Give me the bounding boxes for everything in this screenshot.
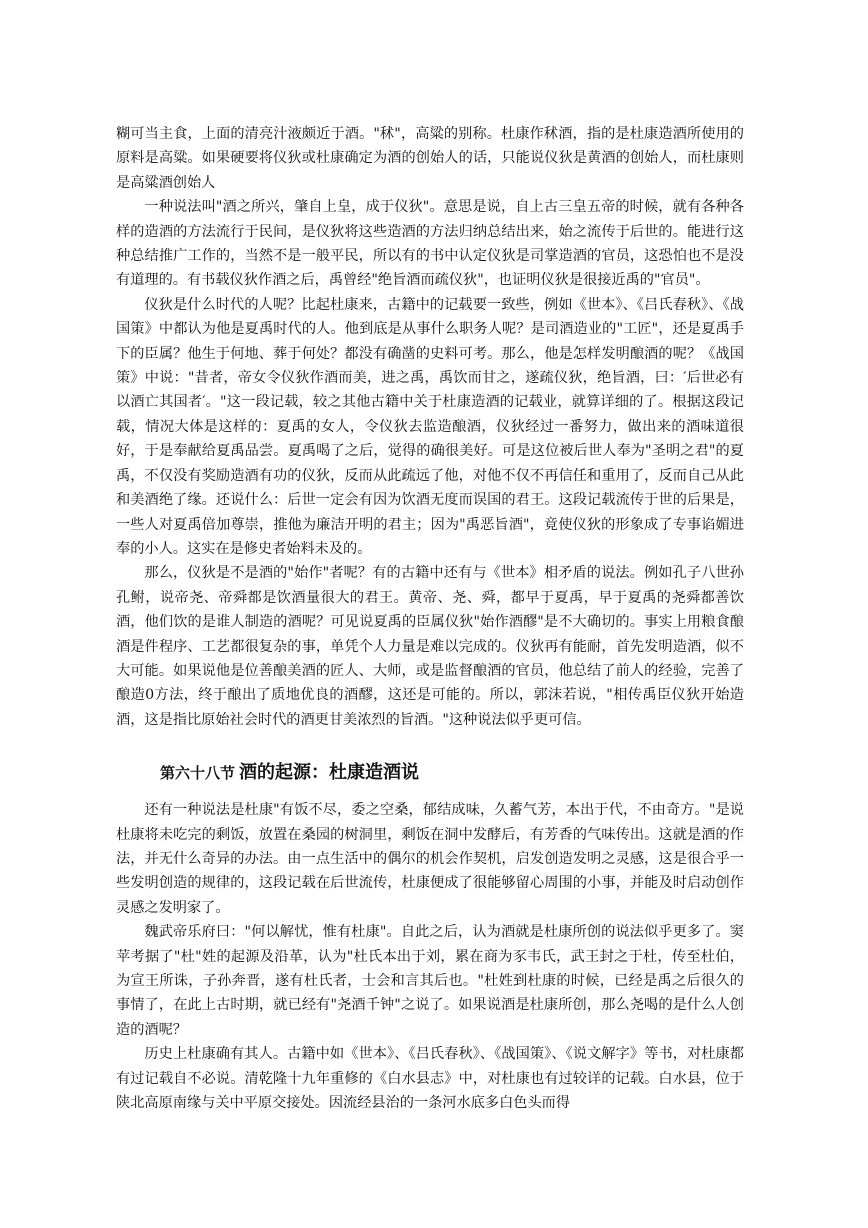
section-heading	[116, 758, 744, 784]
paragraph: 仪狄是什么时代的人呢？比起杜康来，古籍中的记载要一致些，例如《世本》、《吕氏春秋》、《战国策》中都认为他是夏禹时代的人。他到底是从事什么职务人呢？是司酒造业的"工匠"，还是夏禹手下的臣属？他生于何地、葬于何处？都没有确凿的史料可考。那么，他是怎样发明酿酒的呢？《战国策》中说："昔者，帝女令仪狄作酒而美，进之禹，禹饮而甘之，遂疏仪狄，绝旨酒，曰：′后世必有以酒亡其国者′。"这一段记载，较之其他古籍中关于杜康造酒的记载业，就算详细的了。根据这段记载，情况大体是这样的：夏禹的女人，令仪狄去监造酿酒，仪狄经过一番努力，做出来的酒味道很好，于是奉献给夏禹品尝。夏禹喝了之后，觉得的确很美好。可是这位被后世人奉为"圣明之君"的夏禹，不仅没有奖励造酒有功的仪狄，反而从此疏远了他，对他不仅不再信任和重用了，反而自己从此和美酒绝了缘。还说什么：后世一定会有因为饮酒无度而误国的君王。这段记载流传于世的后果是，一些人对夏禹倍加尊崇，推他为廉洁开明的君主；因为"禹恶旨酒"，竟使仪狄的形象成了专事谄媚进奉的小人。这实在是修史者始料未及的。	[116, 296, 744, 557]
paragraph: 那么，仪狄是不是酒的"始作"者呢？有的古籍中还有与《世本》相矛盾的说法。例如孔子八世孙孔鲋，说帝尧、帝舜都是饮酒量很大的君王。黄帝、尧、舜，都早于夏禹，早于夏禹的尧舜都善饮酒，他们饮的是谁人制造的酒呢？可见说夏禹的臣属仪狄"始作酒醪"是不大确切的。事实上用粮食酿酒是件程序、工艺都很复杂的事，单凭个人力量是难以完成的。仪狄再有能耐，首先发明造酒，似不大可能。如果说他是位善酿美酒的匠人、大师，或是监督酿酒的官员，他总结了前人的经验，完善了酿造0方法，终于酿出了质地优良的酒醪，这还是可能的。所以，郭沫若说，"相传禹臣仪狄开始造酒，这是指比原始社会时代的酒更甘美浓烈的旨酒。"这种说法似乎更可信。	[116, 565, 744, 728]
section-number: 第六十八节	[160, 764, 236, 783]
paragraph: 魏武帝乐府曰："何以解忧，惟有杜康"。自此之后，认为酒就是杜康所创的说法似乎更多了。窦苹考据了"杜"姓的起源及沿革，认为"杜氏本出于刘，累在商为豕韦氏，武王封之于杜，传至杜伯，为宣王所诛，子孙奔晋，遂有杜氏者，士会和言其后也。"杜姓到杜康的时候，已经是禹之后很久的事情了，在此上古时期，就已经有"尧酒千钟"之说了。如果说酒是杜康所创，那么尧喝的是什么人创造的酒呢？	[116, 924, 744, 1038]
paragraph: 一种说法叫"酒之所兴，肇自上皇，成于仪狄"。意思是说，自上古三皇五帝的时候，就有各种各样的造酒的方法流行于民间，是仪狄将这些造酒的方法归纳总结出来，始之流传于后世的。能进行这种总结推广工作的，当然不是一般平民，所以有的书中认定仪狄是司掌造酒的官员，这恐怕也不是没有道理的。有书载仪狄作酒之后，禹曾经"绝旨酒而疏仪狄"，也证明仪狄是很接近禹的"官员"。	[116, 199, 744, 289]
paragraph: 糊可当主食，上面的清亮汁液颇近于酒。"秫"，高粱的别称。杜康作秫酒，指的是杜康造酒所使用的原料是高粱。如果硬要将仪狄或杜康确定为酒的创始人的话，只能说仪狄是黄酒的创始人，而杜康则是高粱酒创始人	[116, 126, 744, 191]
paragraph: 历史上杜康确有其人。古籍中如《世本》、《吕氏春秋》、《战国策》、《说文解字》等书，对杜康都有过记载自不必说。清乾隆十九年重修的《白水县志》中，对杜康也有过较详的记载。白水县，位于陕北高原南缘与关中平原交接处。因流经县治的一条河水底多白色头而得	[116, 1046, 744, 1112]
document-page	[116, 122, 744, 1115]
paragraph: 还有一种说法是杜康"有饭不尽，委之空桑，郁结成味，久蓄气芳，本出于代，不由奇方。"是说杜康将未吃完的剩饭，放置在桑园的树洞里，剩饭在洞中发酵后，有芳香的气味传出。这就是酒的作法，并无什么奇异的办法。由一点生活中的偶尔的机会作契机，启发创造发明之灵感，这是很合乎一些发明创造的规律的，这段记载在后世流传，杜康便成了很能够留心周围的小事，并能及时启动创作灵感之发明家了。	[116, 802, 744, 916]
section-title: 酒的起源：杜康造酒说	[239, 762, 420, 784]
